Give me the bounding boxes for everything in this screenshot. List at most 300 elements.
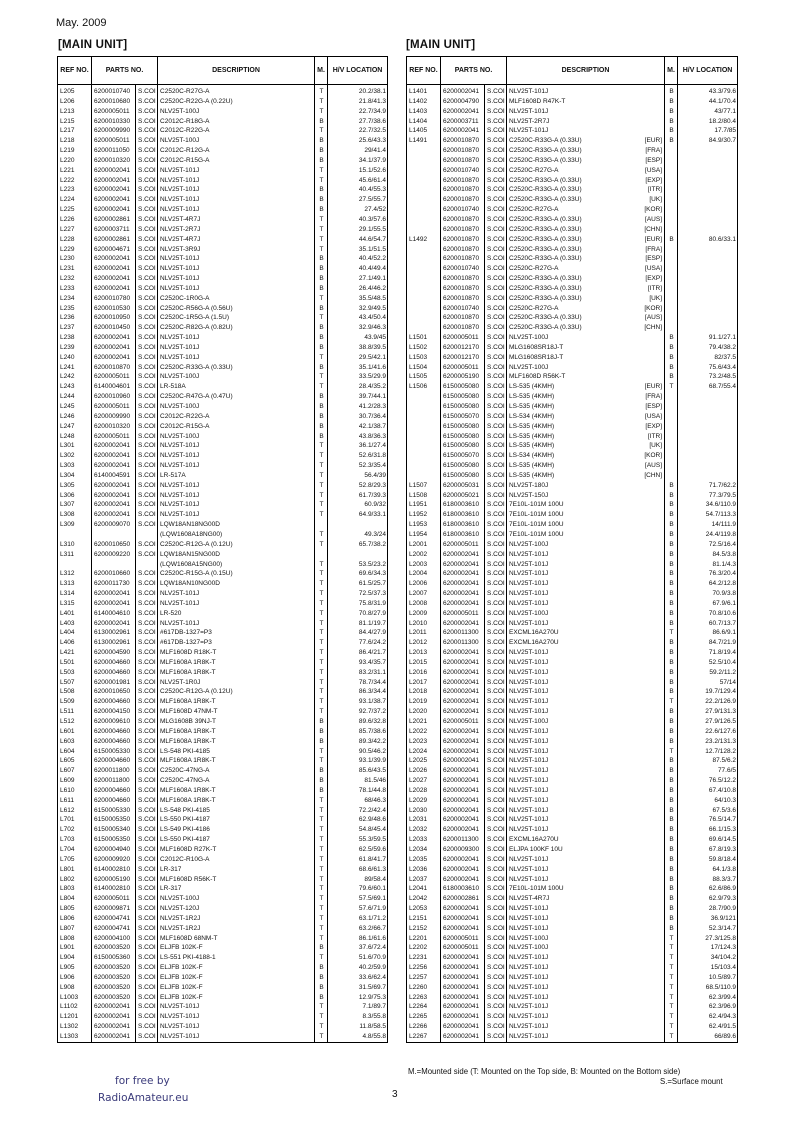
description xyxy=(507,284,665,294)
part-class-text: S.COI xyxy=(138,137,156,145)
mount-side xyxy=(315,136,328,146)
ref-no xyxy=(58,747,92,757)
hv-location-text: 76.5/12.2 xyxy=(708,777,737,785)
mount-side xyxy=(665,195,678,205)
parts-no xyxy=(441,432,485,442)
description xyxy=(158,343,315,353)
part-class-text: S.COI xyxy=(138,353,156,361)
parts-no-text: 6200010650 xyxy=(94,688,131,696)
table-row xyxy=(407,156,738,166)
parts-no xyxy=(92,727,136,737)
table-row xyxy=(407,166,738,176)
hv-location-text: 62.3/99.4 xyxy=(708,993,737,1001)
table-row xyxy=(407,786,738,796)
mount-side-text: B xyxy=(669,599,674,607)
description xyxy=(507,697,665,707)
table-row xyxy=(407,855,738,865)
hv-location-text: 33.5/29.9 xyxy=(358,373,387,381)
hv-location xyxy=(328,668,388,678)
description xyxy=(507,313,665,323)
ref-no-text: L2023 xyxy=(409,737,428,745)
part-class-text: S.COI xyxy=(487,284,505,292)
hv-location-text: 90.5/46.2 xyxy=(358,747,387,755)
part-class xyxy=(136,107,158,117)
description xyxy=(507,914,665,924)
hv-location xyxy=(328,697,388,707)
part-class xyxy=(485,461,507,471)
hv-location xyxy=(678,520,738,530)
parts-no xyxy=(92,628,136,638)
table-row xyxy=(407,500,738,510)
hv-location-text: 34/104.2 xyxy=(710,954,737,962)
part-class xyxy=(485,304,507,314)
description xyxy=(158,786,315,796)
ref-no-text: L306 xyxy=(60,491,75,499)
hv-location-text: 78.1/44.8 xyxy=(358,786,387,794)
table-row xyxy=(58,166,388,176)
table-row xyxy=(58,924,388,934)
hv-location-text: 91.1/27.1 xyxy=(708,334,737,342)
parts-no xyxy=(92,973,136,983)
parts-no-text: 6200002041 xyxy=(443,619,480,627)
mount-side xyxy=(665,845,678,855)
ref-no-text: L309 xyxy=(60,521,75,529)
description xyxy=(507,855,665,865)
part-class xyxy=(485,884,507,894)
mount-side-text: B xyxy=(669,845,674,853)
parts-no xyxy=(441,943,485,953)
part-class xyxy=(485,875,507,885)
description xyxy=(158,697,315,707)
part-class xyxy=(136,747,158,757)
ref-no-text: L308 xyxy=(60,511,75,519)
mount-side xyxy=(315,609,328,619)
parts-no-text: 6150005080 xyxy=(443,442,480,450)
description-text: C2520C-R15G-A (0.15U) xyxy=(160,570,233,578)
hv-location xyxy=(328,107,388,117)
mount-side xyxy=(665,166,678,176)
ref-no xyxy=(58,412,92,422)
mount-side-text: B xyxy=(319,727,324,735)
description-text: C2012C-R18G-A xyxy=(160,117,210,125)
part-class xyxy=(136,697,158,707)
description-text: MLF1608A 1R8K-T xyxy=(160,658,216,666)
parts-no-text: 6200005021 xyxy=(443,491,480,499)
parts-no-text: 6200004660 xyxy=(94,727,131,735)
description xyxy=(507,953,665,963)
parts-no xyxy=(441,97,485,107)
ref-no-text: L233 xyxy=(60,284,75,292)
hv-location xyxy=(328,589,388,599)
part-class xyxy=(136,392,158,402)
hv-location-text: 89/58.4 xyxy=(364,875,387,883)
ref-no-text: L508 xyxy=(60,688,75,696)
part-class xyxy=(485,1032,507,1042)
mount-side-text: B xyxy=(669,836,674,844)
description-text: ELJFB 102K-F xyxy=(160,944,203,952)
parts-no-text: 6200005011 xyxy=(94,373,130,381)
ref-no-text: L1506 xyxy=(409,383,428,391)
hv-location xyxy=(678,796,738,806)
part-class-text: S.COI xyxy=(487,107,505,115)
hv-location-text: 43.8/36.3 xyxy=(358,432,387,440)
mount-side xyxy=(665,904,678,914)
parts-no-text: 6200002041 xyxy=(94,1023,131,1031)
parts-no xyxy=(92,412,136,422)
part-class-text: S.COI xyxy=(138,649,156,657)
hv-location xyxy=(328,924,388,934)
description-text: NLV25T-100J xyxy=(509,718,549,725)
description xyxy=(507,343,665,353)
hv-location xyxy=(328,1012,388,1022)
table-row xyxy=(58,747,388,757)
hv-location-text: 84.5/3.8 xyxy=(712,550,737,558)
parts-no xyxy=(441,353,485,363)
ref-no xyxy=(407,796,441,806)
hv-location-text: 27.5/55.7 xyxy=(358,196,387,204)
parts-no xyxy=(441,363,485,373)
table-row xyxy=(407,205,738,215)
parts-no xyxy=(92,717,136,727)
ref-no-text: L206 xyxy=(60,97,75,105)
description-text: NLV25T-2R7J xyxy=(160,225,201,233)
description xyxy=(158,333,315,343)
parts-no-text: 6200002041 xyxy=(443,954,480,962)
mount-side-text: T xyxy=(319,639,324,647)
table-row xyxy=(407,451,738,461)
description xyxy=(158,835,315,845)
hv-location xyxy=(678,245,738,255)
part-class-text: S.COI xyxy=(138,905,156,913)
hv-location xyxy=(328,97,388,107)
mount-side xyxy=(315,510,328,520)
ref-no-text: L304 xyxy=(60,471,75,479)
description-text: C2012C-R22G-A xyxy=(160,412,210,420)
parts-no xyxy=(441,835,485,845)
part-class xyxy=(136,441,158,451)
ref-no xyxy=(58,560,92,570)
ref-no xyxy=(58,737,92,747)
parts-no xyxy=(441,481,485,491)
parts-no xyxy=(92,97,136,107)
parts-no xyxy=(441,85,485,97)
description xyxy=(507,215,665,225)
part-class-text: S.COI xyxy=(138,225,156,233)
table-row xyxy=(58,569,388,579)
description-text: #617DB-1327=P3 xyxy=(160,629,212,637)
mount-side xyxy=(665,412,678,422)
part-class-text: S.COI xyxy=(138,147,156,155)
part-class xyxy=(485,432,507,442)
ref-no-text: L238 xyxy=(60,334,75,342)
description xyxy=(507,707,665,717)
description-text: NLV25T-101J xyxy=(509,865,549,873)
ref-no-text: L1501 xyxy=(409,334,428,342)
part-class-text: S.COI xyxy=(138,688,156,696)
part-class-text: S.COI xyxy=(138,855,156,863)
mount-side xyxy=(665,205,678,215)
description xyxy=(507,136,665,146)
parts-no xyxy=(92,245,136,255)
part-class xyxy=(485,471,507,481)
description xyxy=(158,461,315,471)
table-row xyxy=(407,215,738,225)
mount-side-text: B xyxy=(669,895,674,903)
hv-location xyxy=(328,993,388,1003)
table-row xyxy=(407,756,738,766)
parts-no xyxy=(441,727,485,737)
ref-no xyxy=(407,1032,441,1042)
parts-no xyxy=(441,264,485,274)
parts-no-text: 6200005011 xyxy=(94,107,130,115)
ref-no xyxy=(58,294,92,304)
mount-side-text: B xyxy=(669,550,674,558)
mount-side-text: B xyxy=(669,678,674,686)
description xyxy=(158,107,315,117)
mount-side xyxy=(665,756,678,766)
parts-no-text: 6200009871 xyxy=(94,905,131,913)
part-class xyxy=(485,727,507,737)
part-class xyxy=(136,619,158,629)
part-class xyxy=(485,441,507,451)
hv-location-text: 70.8/10.6 xyxy=(708,609,737,617)
parts-no xyxy=(92,983,136,993)
ref-no xyxy=(58,136,92,146)
part-class-text: S.COI xyxy=(138,235,156,243)
ref-no-text: L1102 xyxy=(60,1003,78,1011)
hv-location-text: 40.4/52.2 xyxy=(358,255,387,263)
table-row xyxy=(58,1012,388,1022)
part-class-text: S.COI xyxy=(487,599,505,607)
ref-no-text: L2257 xyxy=(409,973,428,981)
hv-location xyxy=(678,195,738,205)
description xyxy=(158,402,315,412)
ref-no-text: L248 xyxy=(60,432,75,440)
ref-no xyxy=(58,313,92,323)
part-class-text: S.COI xyxy=(138,491,156,499)
description-text: 7E10L-101M 100U xyxy=(509,530,564,538)
table-row xyxy=(407,461,738,471)
description xyxy=(507,569,665,579)
description-text: MLF1608A 1R8K-T xyxy=(160,727,216,735)
parts-no xyxy=(92,796,136,806)
mount-side-text: B xyxy=(319,343,324,351)
parts-no xyxy=(92,235,136,245)
part-class xyxy=(136,648,158,658)
part-class-text: S.COI xyxy=(487,560,505,568)
hv-location xyxy=(328,156,388,166)
mount-side xyxy=(315,599,328,609)
parts-no-text: 6200005011 xyxy=(443,944,479,952)
hv-location xyxy=(678,1002,738,1012)
part-class-text: S.COI xyxy=(487,836,505,844)
ref-no xyxy=(58,500,92,510)
description xyxy=(158,599,315,609)
part-class xyxy=(136,333,158,343)
page-number: 3 xyxy=(392,1089,398,1100)
description-text: ELJFB 102K-F xyxy=(160,964,203,972)
description-text: NLV25T-101J xyxy=(509,993,549,1001)
parts-no xyxy=(441,540,485,550)
part-class-text: S.COI xyxy=(138,658,156,666)
parts-no xyxy=(92,638,136,648)
mount-side-text: T xyxy=(319,530,324,538)
ref-no xyxy=(58,619,92,629)
table-row xyxy=(407,225,738,235)
part-class xyxy=(485,737,507,747)
parts-no-text: 6200002041 xyxy=(94,481,131,489)
table-row xyxy=(407,678,738,688)
mount-side-text: B xyxy=(319,284,324,292)
part-class xyxy=(485,648,507,658)
hv-location xyxy=(328,520,388,530)
description xyxy=(158,648,315,658)
ref-no-text: L1303 xyxy=(60,1033,79,1040)
part-class xyxy=(485,451,507,461)
description-text: C2520C-R22G-A (0.22U) xyxy=(160,97,233,105)
mount-side-text: B xyxy=(319,265,324,273)
mount-side-text: B xyxy=(319,422,324,430)
parts-no-text: 6200003520 xyxy=(94,973,131,981)
parts-no-text: 6200011050 xyxy=(94,147,130,155)
mount-side xyxy=(665,176,678,186)
ref-no xyxy=(407,766,441,776)
description-text: NLV25T-101J xyxy=(509,777,549,785)
part-class xyxy=(136,510,158,520)
description-text: NLV25T-101J xyxy=(509,570,549,578)
part-class xyxy=(136,1032,158,1042)
ref-no xyxy=(58,372,92,382)
hv-location xyxy=(678,284,738,294)
part-class xyxy=(136,825,158,835)
hv-location xyxy=(678,609,738,619)
mount-side-text: T xyxy=(319,885,324,893)
parts-no-text: 6200005011 xyxy=(94,137,130,145)
description xyxy=(158,737,315,747)
hv-location xyxy=(328,953,388,963)
mount-side-text: T xyxy=(319,383,324,391)
ref-no-text: L2017 xyxy=(409,678,428,686)
mount-side-text: T xyxy=(319,875,324,883)
parts-no-text: 6200002041 xyxy=(94,590,131,598)
description xyxy=(158,353,315,363)
ref-no-text: L232 xyxy=(60,275,75,283)
description-text: LS-534 (4KMH) xyxy=(509,452,555,460)
table-row xyxy=(407,481,738,491)
description xyxy=(158,254,315,264)
ref-no xyxy=(58,284,92,294)
parts-no-text: 6200002041 xyxy=(443,865,480,873)
description xyxy=(507,97,665,107)
mount-side xyxy=(315,294,328,304)
parts-no-text: 6200004660 xyxy=(94,757,131,765)
ref-no-text: L609 xyxy=(60,777,75,785)
parts-no xyxy=(92,540,136,550)
parts-no-text: 6180003610 xyxy=(443,521,480,529)
parts-no-text: 6150005330 xyxy=(94,806,131,814)
hv-location xyxy=(678,668,738,678)
mount-side-text: T xyxy=(319,1003,324,1011)
mount-side-text: T xyxy=(319,698,324,706)
part-class-text: S.COI xyxy=(487,471,505,479)
ref-no xyxy=(407,609,441,619)
hv-location xyxy=(328,963,388,973)
mount-side-text: T xyxy=(319,373,324,381)
mount-side xyxy=(315,943,328,953)
mount-side xyxy=(665,776,678,786)
hv-location-text: 71.7/62.2 xyxy=(708,481,737,489)
parts-no xyxy=(441,855,485,865)
mount-side xyxy=(315,638,328,648)
part-class-text: S.COI xyxy=(138,186,156,194)
ref-no xyxy=(407,432,441,442)
table-row xyxy=(58,914,388,924)
part-class xyxy=(136,323,158,333)
description-text: C2520C-R12G-A (0.12U) xyxy=(160,688,233,696)
table-row xyxy=(58,707,388,717)
part-class-text: S.COI xyxy=(487,639,505,647)
part-class-text: S.COI xyxy=(487,275,505,283)
ref-no xyxy=(407,707,441,717)
mount-side-text: B xyxy=(319,117,324,125)
parts-no-text: 6200002041 xyxy=(443,737,480,745)
part-class xyxy=(136,707,158,717)
description xyxy=(158,205,315,215)
mount-side-text: T xyxy=(319,678,324,686)
part-class-text: S.COI xyxy=(487,235,505,243)
parts-no xyxy=(92,875,136,885)
mount-side-text: B xyxy=(319,156,324,164)
part-class xyxy=(485,323,507,333)
parts-no-text: 6200002041 xyxy=(443,649,480,657)
description xyxy=(507,333,665,343)
part-class-text: S.COI xyxy=(138,895,156,903)
footnote-surface: S.=Surface mount xyxy=(660,1077,723,1086)
ref-no xyxy=(407,815,441,825)
part-class-text: S.COI xyxy=(138,845,156,853)
part-class xyxy=(485,904,507,914)
parts-no xyxy=(92,1032,136,1042)
part-class xyxy=(485,491,507,501)
part-class-text: S.COI xyxy=(138,934,156,942)
parts-no-text: 6200002041 xyxy=(94,255,131,263)
description-text: NLV25T-101J xyxy=(160,176,200,184)
ref-no-text: L802 xyxy=(60,875,75,883)
section-title-right: [MAIN UNIT] xyxy=(406,39,476,51)
table-row xyxy=(407,97,738,107)
ref-no xyxy=(58,825,92,835)
part-class xyxy=(485,747,507,757)
ref-no xyxy=(58,333,92,343)
table-row xyxy=(407,884,738,894)
mount-side xyxy=(665,225,678,235)
description xyxy=(507,146,665,156)
part-class xyxy=(136,85,158,97)
ref-no-text: L231 xyxy=(60,265,75,273)
description-text: LS-535 (4KMH) xyxy=(509,442,555,450)
mount-side xyxy=(665,796,678,806)
hv-location-text: 51.6/70.9 xyxy=(358,954,387,962)
part-class-text: S.COI xyxy=(487,373,505,381)
description xyxy=(158,1012,315,1022)
part-class xyxy=(136,264,158,274)
col-location: H/V LOCATION xyxy=(328,57,388,85)
table-row xyxy=(58,599,388,609)
hv-location-text: 26.4/46.2 xyxy=(358,284,387,292)
mount-side xyxy=(665,313,678,323)
parts-no xyxy=(92,500,136,510)
parts-no-text: 6200005011 xyxy=(443,363,479,371)
